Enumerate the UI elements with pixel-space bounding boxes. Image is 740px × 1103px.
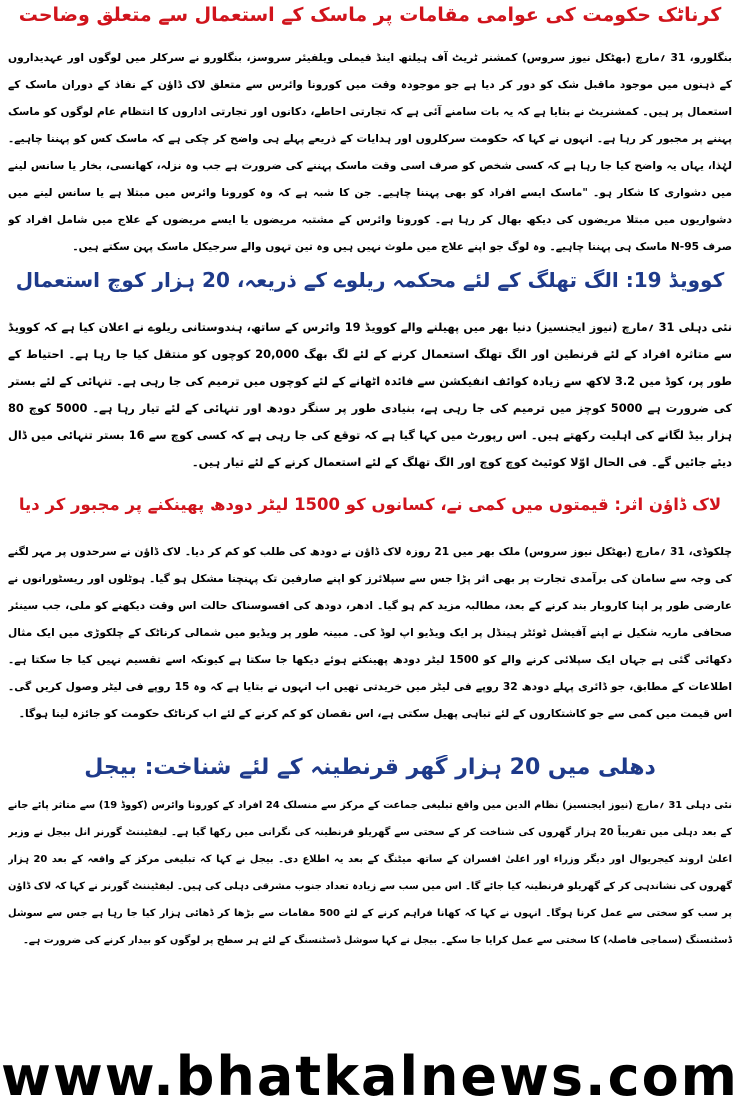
article-3-headline: لاک ڈاؤن اثر: قیمتوں میں کمی نے، کسانوں کو 1500 لیٹر دودھ پھینکنے پر مجبور کر دیا xyxy=(18,495,722,514)
article-1-headline: کرناٹک حکومت کی عوامی مقامات پر ماسک کے استعمال سے متعلق وضاحت xyxy=(18,4,722,26)
article-1-body: بنگلورو، 31 ؍مارچ (بھٹکل نیوز سروس) کمشنر ٹریٹ آف ہیلتھ اینڈ فیملی ویلفیئر سروسز، بنگلورو نے سرکلر میں لوگوں اور عہدیداروں کے ذہنوں میں موجود ماقبل شک کو دور کر دیا ہے جو موجودہ وقت میں کورونا وائرس سے متعلق لاک ڈاؤن کے نفاذ کے دوران ماسک کے استعمال پر ہیں۔ کمشنریٹ نے بتایا ہے کہ یہ بات سامنے آئی ہے کہ تجارتی احاطے، دکانوں اور تجارتی اداروں کا انتظام عام لوگوں کو ماسک پہننے پر مجبور کر رہا ہے۔ انہوں نے کہا کہ حکومت سرکلروں اور ہدایات کے ذریعے پہلے ہی واضح کر چکی ہے کہ ماسک کس کو پہننا چاہیے۔ لہٰذا، یہاں یہ واضح کیا جا رہا ہے کہ کسی شخص کو صرف اسی وقت ماسک پہننے کی ضرورت ہے جب وہ نزلہ، کھانسی، بخار یا سانس لینے میں دشواری کا شکار ہو۔ "ماسک ایسے افراد کو بھی پہننا چاہیے۔ جن کا شبہ ہے کہ وہ کورونا وائرس میں مبتلا ہے یا سانس لینے میں دشواریوں میں مبتلا مریضوں کی دیکھ بھال کر رہا ہے۔ کورونا وائرس کے مشتبہ مریضوں یا ایسے مریضوں کے علاج میں شامل افراد کو صرف N-95 ماسک ہی پہننا چاہیے۔ وہ لوگ جو اپنے علاج میں ملوث نہیں ہیں وہ تین تہوں والے سرجیکل ماسک پہن سکتے ہیں۔ xyxy=(8,51,732,253)
article-2-body: نئی دہلی 31 ؍مارچ (نیوز ایجنسیز) دنیا بھر میں پھیلنے والے کوویڈ 19 وائرس کے ساتھ، ہندوستانی ریلوے نے اعلان کیا ہے کہ کوویڈ سے متاثرہ افراد کے لئے قرنطین اور الگ تھلگ استعمال کرنے کے لئے لگ بھگ 20,000 کوچوں کو منتقل کیا جا رہا ہے۔ احتیاط کے طور پر، کوڈ میں 3.2 لاکھ سے زیادہ کوائف انفیکشن سے فائدہ اٹھانے کے لئے کوچوں میں ترمیم کی جا رہی ہے۔ تنہائی کے لئے بستر کی ضرورت ہے 5000 کوچز میں ترمیم کی جا رہی ہے، بنیادی طور پر سنگر دودھ اور تنہائی کے لئے تیار رہا ہے۔ 5000 کوچ 80 ہزار بیڈ لگانے کی اہلیت رکھتے ہیں۔ اس رپورٹ میں کہا گیا ہے کہ توقع کی جا رہی ہے کہ کسی کوچ سے 16 بستر تنہائی میں ڈال دیئے جائیں گے۔ فی الحال اوّلا کوئیٹ کوچ کوچ اور الگ تھلگ کے لئے استعمال کرنے کے لئے تیار ہیں۔ xyxy=(8,320,732,469)
article-3-body: چلکوڈی، 31 ؍مارچ (بھٹکل نیوز سروس) ملک بھر میں 21 روزہ لاک ڈاؤن نے دودھ کی طلب کو کم کر دیا۔ لاک ڈاؤن نے سرحدوں پر مہر لگنے کی وجہ سے سامان کی برآمدی تجارت پر بھی اثر پڑا جس سے سپلائرز کو اپنے صارفین تک پہنچنا مشکل ہو گیا۔ ہوٹلوں اور ریسٹورانوں نے عارضی طور پر اپنا کاروبار بند کرنے کے بعد، مطالبہ مزید کم ہو گیا۔ ادھر، دودھ کی افسوسناک حالت اس وقت دیکھنے کو ملی، جب سینئر صحافی ماریہ شکیل نے اپنے آفیشل ٹوئٹر ہینڈل پر ایک ویڈیو اپ لوڈ کی۔ مبینہ طور پر ویڈیو میں شمالی کرناٹک کے چلکوڑی میں ایک مثال دکھائی گئی ہے جہاں ایک سپلائی کرنے والے کو 1500 لیٹر دودھ پھینکتے ہوئے دیکھا جا سکتا ہے کیونکہ اسے تقسیم نہیں کیا جا سکتا ہے۔ اطلاعات کے مطابق، جو ڈائری پہلے دودھ 32 روپے فی لیٹر میں خریدتی تھیں اب انہوں نے بتایا ہے کہ وہ 15 روپے فی لیٹر وصول کریں گی۔ اس قیمت میں کمی سے جو کاشتکاروں کے لئے تباہی پھیل سکتی ہے، اس نقصان کو کم کرنے کے لئے اب کرناٹک حکومت کو جائزہ لینا ہوگا۔ xyxy=(8,545,732,720)
article-4-headline: دھلی میں 20 ہزار گھر قرنطینہ کے لئے شناخت: بیجل xyxy=(84,755,656,780)
site-url-footer: www.bhatkalnews.com xyxy=(1,1050,739,1103)
article-2-headline: کوویڈ 19: الگ تھلگ کے لئے محکمہ ریلوے کے ذریعہ، 20 ہزار کوچ استعمال xyxy=(15,268,725,292)
article-4-body: نئی دہلی 31 ؍مارچ (نیوز ایجنسیز) نظام الدین میں واقع تبلیغی جماعت کے مرکز سے منسلک 24 افراد کے کورونا وائرس (کووڈ 19) سے متاثر پائے جانے کے بعد دہلی میں تقریباً 20 ہزار گھروں کی شناخت کر کے سختی سے گھریلو قرنطینہ کی نگرانی میں رکھا گیا ہے۔ لیفٹیننٹ گورنر انل بیجل نے وزیر اعلیٰ اروند کیجریوال اور دیگر وزراء اور اعلیٰ افسران کے ساتھ میٹنگ کے بعد یہ اطلاع دی۔ بیجل نے کہا کہ تبلیغی مرکز کے واقعہ کے بعد 20 ہزار گھروں کی نشاندہی کر کے گھریلو قرنطینہ کیا جائے گا۔ اس میں سب سے زیادہ تعداد جنوب مشرقی دہلی کی ہیں۔ لیفٹیننٹ گورنر نے کہا کہ لاک ڈاؤن پر سب کو سختی سے عمل کرنا ہوگا۔ انہوں نے کہا کہ کھانا فراہم کرنے کے لئے 500 مقامات سے بڑھا کر ڈھائی ہزار کیا جا رہا ہے جس سے سوشل ڈسٹنسنگ (سماجی فاصلہ) کا سختی سے عمل کرایا جا سکے۔ بیجل نے کہا سوشل ڈسٹنسنگ کے لئے ہر سطح پر لوگوں کو بیدار کرنے کی ضرورت ہے۔ xyxy=(8,800,732,946)
